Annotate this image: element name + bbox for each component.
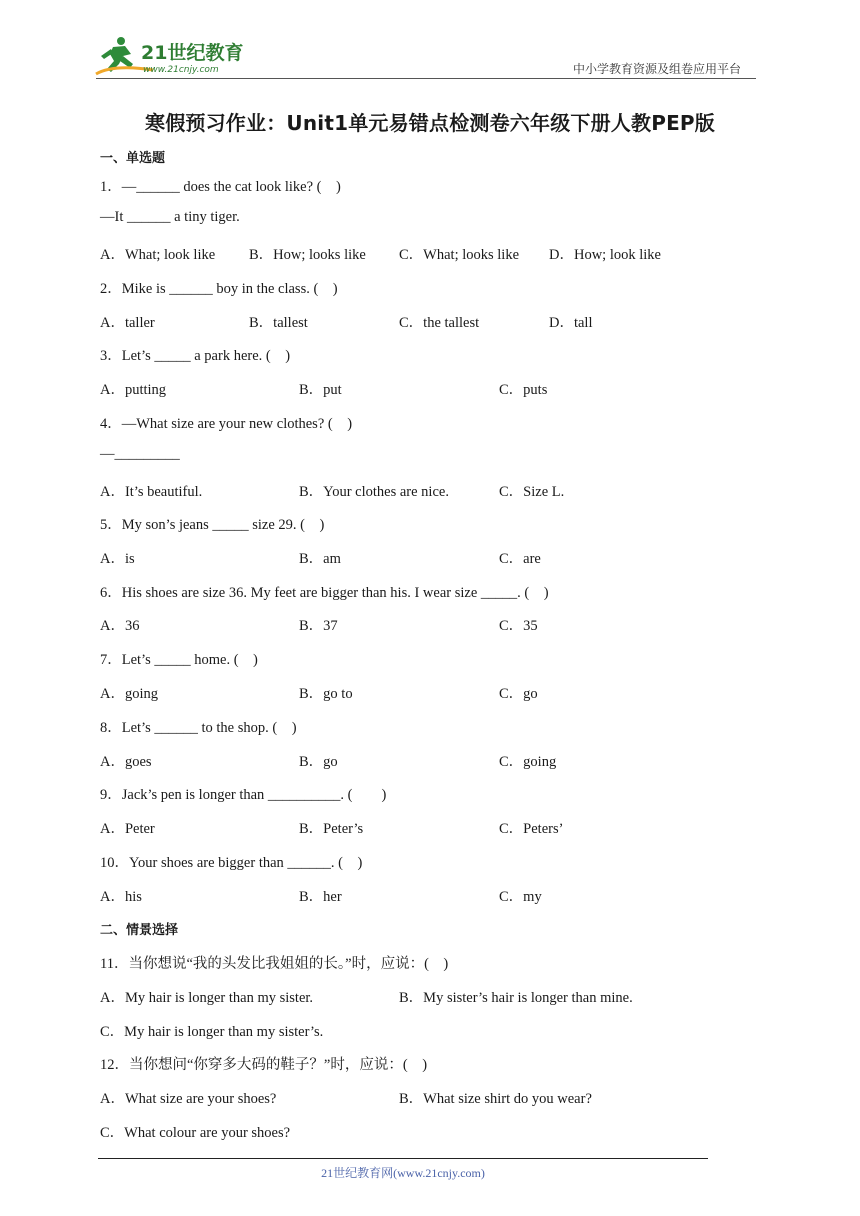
option-b[interactable]: B．How; looks like <box>249 247 366 263</box>
option-c[interactable]: C．my <box>499 889 542 905</box>
question-stem: 10．Your shoes are bigger than ______. ( ) <box>100 855 363 871</box>
question-line: —_________ <box>100 446 180 462</box>
page-title: 寒假预习作业：Unit1单元易错点检测卷六年级下册人教PEP版 <box>145 111 715 135</box>
option-a[interactable]: A．It’s beautiful. <box>100 484 203 500</box>
option-b[interactable]: B．tallest <box>249 315 308 331</box>
option-d[interactable]: D．tall <box>549 315 593 331</box>
header-divider <box>96 78 756 79</box>
option-a[interactable]: A．What; look like <box>100 247 216 263</box>
question-stem: 5．My son’s jeans _____ size 29. ( ) <box>100 517 325 533</box>
option-b[interactable]: B．My sister’s hair is longer than mine. <box>399 990 633 1006</box>
option-c[interactable]: C．are <box>499 551 541 567</box>
question-stem: 2．Mike is ______ boy in the class. ( ) <box>100 281 338 297</box>
question-stem: 8．Let’s ______ to the shop. ( ) <box>100 720 297 736</box>
option-b[interactable]: B．her <box>299 889 342 905</box>
option-c[interactable]: C．35 <box>499 618 538 634</box>
option-c[interactable]: C．My hair is longer than my sister’s. <box>100 1024 324 1040</box>
logo-21cnjy <box>93 34 263 78</box>
option-c[interactable]: C．go <box>499 686 538 702</box>
section-heading: 二、情景选择 <box>100 923 179 938</box>
option-a[interactable]: A．going <box>100 686 158 702</box>
question-stem: 6．His shoes are size 36. My feet are bigger than his. I wear size _____. ( ) <box>100 585 549 601</box>
option-a[interactable]: A．taller <box>100 315 155 331</box>
option-b[interactable]: B．What size shirt do you wear? <box>399 1091 592 1107</box>
option-b[interactable]: B．Your clothes are nice. <box>299 484 449 500</box>
option-a[interactable]: A．My hair is longer than my sister. <box>100 990 314 1006</box>
option-c[interactable]: C．What colour are your shoes? <box>100 1125 291 1141</box>
logo-url: www.21cnjy.com <box>143 65 219 75</box>
option-b[interactable]: B．put <box>299 382 342 398</box>
option-a[interactable]: A．Peter <box>100 821 155 837</box>
question-stem: 7．Let’s _____ home. ( ) <box>100 652 258 668</box>
option-d[interactable]: D．How; look like <box>549 247 661 263</box>
section-heading: 一、单选题 <box>100 151 166 166</box>
option-c[interactable]: C．Size L. <box>499 484 565 500</box>
logo-text: 21世纪教育 <box>141 42 244 64</box>
platform-name: 中小学教育资源及组卷应用平台 <box>573 62 742 76</box>
option-a[interactable]: A．his <box>100 889 142 905</box>
option-b[interactable]: B．go to <box>299 686 353 702</box>
question-stem: 9．Jack’s pen is longer than __________. ( ) <box>100 787 387 803</box>
option-b[interactable]: B．37 <box>299 618 338 634</box>
footer-text[interactable]: 21世纪教育网(www.21cnjy.com) <box>321 1166 485 1180</box>
option-c[interactable]: C．Peters’ <box>499 821 564 837</box>
option-c[interactable]: C．What; looks like <box>399 247 520 263</box>
question-line: —It ______ a tiny tiger. <box>100 209 240 225</box>
footer-divider <box>98 1158 708 1159</box>
option-c[interactable]: C．puts <box>499 382 548 398</box>
question-stem: 12．当你想问“你穿多大码的鞋子？”时，应说：( ) <box>100 1057 428 1073</box>
question-stem: 11．当你想说“我的头发比我姐姐的长。”时，应说：( ) <box>100 956 449 972</box>
option-b[interactable]: B．go <box>299 754 338 770</box>
option-a[interactable]: A．36 <box>100 618 140 634</box>
question-stem: 4．—What size are your new clothes? ( ) <box>100 416 353 432</box>
option-a[interactable]: A．putting <box>100 382 167 398</box>
option-b[interactable]: B．am <box>299 551 341 567</box>
option-a[interactable]: A．goes <box>100 754 152 770</box>
option-b[interactable]: B．Peter’s <box>299 821 364 837</box>
option-c[interactable]: C．the tallest <box>399 315 480 331</box>
option-a[interactable]: A．is <box>100 551 135 567</box>
option-a[interactable]: A．What size are your shoes? <box>100 1091 277 1107</box>
option-c[interactable]: C．going <box>499 754 557 770</box>
question-stem: 3．Let’s _____ a park here. ( ) <box>100 348 291 364</box>
question-stem: 1．—______ does the cat look like? ( ) <box>100 179 341 195</box>
